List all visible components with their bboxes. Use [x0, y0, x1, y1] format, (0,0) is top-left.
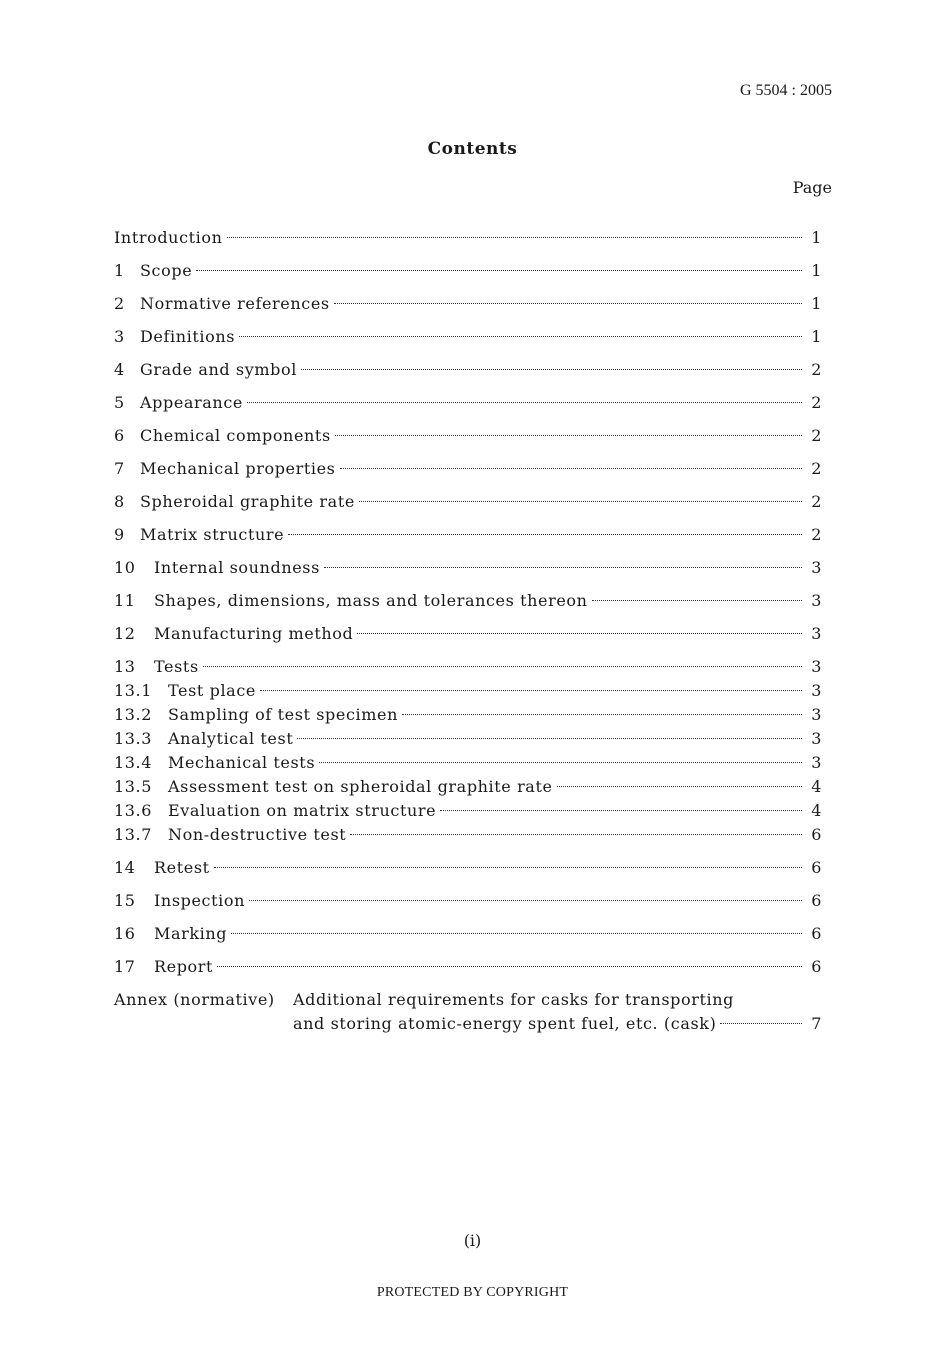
- document-id: G 5504 : 2005: [740, 82, 832, 99]
- toc-entry-16[interactable]: [114, 922, 822, 946]
- toc-entry-number: 13.4: [114, 753, 153, 772]
- toc-entry-page: 2: [811, 459, 822, 478]
- toc-entry-13-2[interactable]: [114, 703, 822, 727]
- toc-entry-text: Chemical components: [140, 426, 331, 445]
- toc-entry-text: Tests: [154, 657, 199, 676]
- toc-entry-text: Appearance: [140, 393, 243, 412]
- toc-entry-17[interactable]: [114, 955, 822, 979]
- toc-entry-8[interactable]: [114, 490, 822, 514]
- toc-entry-page: 3: [811, 591, 822, 610]
- toc-entry-text: Sampling of test specimen: [168, 705, 398, 724]
- annex-title-line-1: Additional requirements for casks for transporting: [293, 990, 734, 1009]
- toc-entry-page: 3: [811, 753, 822, 772]
- dot-leader: [324, 567, 802, 568]
- toc-entry-number: 7: [114, 459, 125, 478]
- dot-leader: [239, 336, 802, 337]
- toc-entry-introduction[interactable]: [114, 226, 822, 250]
- toc-entry-11[interactable]: [114, 589, 822, 613]
- toc-entry-page: 3: [811, 705, 822, 724]
- toc-entry-13-5[interactable]: [114, 775, 822, 799]
- toc-entry-number: 15: [114, 891, 136, 910]
- toc-entry-page: 2: [811, 426, 822, 445]
- toc-entry-3[interactable]: [114, 325, 822, 349]
- dot-leader: [402, 714, 802, 715]
- annex-title-line-2-row: [293, 1012, 822, 1036]
- annex-title-line-2: and storing atomic-energy spent fuel, etc. (cask): [293, 1014, 717, 1033]
- toc-entry-text: Scope: [140, 261, 193, 280]
- toc-entry-number: 8: [114, 492, 125, 511]
- toc-entry-text: Shapes, dimensions, mass and tolerances thereon: [154, 591, 588, 610]
- toc-entry-number: 13.7: [114, 825, 153, 844]
- dot-leader: [335, 435, 802, 436]
- toc-entry-page: 6: [811, 858, 822, 877]
- annex-title: [293, 988, 822, 1036]
- toc-entry-text: Inspection: [154, 891, 245, 910]
- dot-leader: [231, 933, 802, 934]
- toc-entry-number: 13.2: [114, 705, 153, 724]
- dot-leader: [297, 738, 802, 739]
- toc-entry-page: 3: [811, 729, 822, 748]
- dot-leader: [260, 690, 802, 691]
- toc-entry-text: Definitions: [140, 327, 236, 346]
- toc-entry-number: 13.5: [114, 777, 153, 796]
- toc-entry-text: Report: [154, 957, 214, 976]
- annex-label: Annex (normative): [114, 990, 275, 1009]
- toc-entry-page: 4: [811, 777, 822, 796]
- toc-entry-page: 3: [811, 624, 822, 643]
- toc-entry-10[interactable]: [114, 556, 822, 580]
- table-of-contents: [114, 226, 822, 1036]
- toc-entry-page: 1: [811, 327, 822, 346]
- dot-leader: [359, 501, 802, 502]
- dot-leader: [203, 666, 802, 667]
- toc-entry-text: Mechanical tests: [168, 753, 316, 772]
- toc-entry-number: 3: [114, 327, 125, 346]
- dot-leader: [440, 810, 802, 811]
- dot-leader: [227, 237, 802, 238]
- toc-entry-9[interactable]: [114, 523, 822, 547]
- dot-leader: [247, 402, 802, 403]
- dot-leader: [301, 369, 802, 370]
- toc-entry-text: Evaluation on matrix structure: [168, 801, 437, 820]
- dot-leader: [249, 900, 802, 901]
- copyright-notice: PROTECTED BY COPYRIGHT: [376, 1285, 569, 1300]
- toc-entry-6[interactable]: [114, 424, 822, 448]
- toc-entry-number: 12: [114, 624, 136, 643]
- toc-entry-number: 1: [114, 261, 125, 280]
- toc-entry-number: 16: [114, 924, 136, 943]
- dot-leader: [288, 534, 802, 535]
- page-column-label: Page: [792, 178, 832, 197]
- toc-entry-text: Introduction: [114, 228, 223, 247]
- toc-entry-number: 13.1: [114, 681, 153, 700]
- toc-entry-page: 1: [811, 261, 822, 280]
- toc-entry-7[interactable]: [114, 457, 822, 481]
- dot-leader: [357, 633, 802, 634]
- toc-entry-number: 11: [114, 591, 136, 610]
- toc-entry-page: 6: [811, 825, 822, 844]
- toc-entry-number: 13.3: [114, 729, 153, 748]
- toc-entry-page: 6: [811, 924, 822, 943]
- toc-entry-13-1[interactable]: [114, 679, 822, 703]
- toc-entry-page: 2: [811, 492, 822, 511]
- toc-entry-text: Marking: [154, 924, 228, 943]
- dot-leader: [214, 867, 802, 868]
- dot-leader: [557, 786, 802, 787]
- toc-entry-page: 1: [811, 294, 822, 313]
- toc-entry-annex[interactable]: [114, 988, 822, 1036]
- toc-entry-text: Retest: [154, 858, 210, 877]
- toc-entry-number: 13: [114, 657, 136, 676]
- toc-entry-text: Test place: [168, 681, 256, 700]
- toc-entry-4[interactable]: [114, 358, 822, 382]
- toc-entry-14[interactable]: [114, 856, 822, 880]
- toc-entry-text: Normative references: [140, 294, 330, 313]
- toc-entry-page: 2: [811, 393, 822, 412]
- toc-entry-page: 1: [811, 228, 822, 247]
- toc-entry-number: 5: [114, 393, 125, 412]
- toc-entry-text: Assessment test on spheroidal graphite rate: [168, 777, 553, 796]
- dot-leader: [720, 1023, 802, 1024]
- toc-entry-2[interactable]: [114, 292, 822, 316]
- toc-entry-13-6[interactable]: [114, 799, 822, 823]
- toc-entry-page: 2: [811, 525, 822, 544]
- toc-entry-13-4[interactable]: [114, 751, 822, 775]
- toc-entry-page: 6: [811, 891, 822, 910]
- toc-entry-5[interactable]: [114, 391, 822, 415]
- dot-leader: [319, 762, 802, 763]
- toc-entry-13[interactable]: [114, 655, 822, 679]
- toc-entry-number: 4: [114, 360, 125, 379]
- page-title: Contents: [427, 139, 518, 159]
- toc-entry-page: 3: [811, 558, 822, 577]
- toc-entry-13-7[interactable]: [114, 823, 822, 847]
- toc-entry-text: Manufacturing method: [154, 624, 354, 643]
- dot-leader: [350, 834, 802, 835]
- toc-entry-page: 2: [811, 360, 822, 379]
- dot-leader: [340, 468, 803, 469]
- toc-entry-1[interactable]: [114, 259, 822, 283]
- toc-entry-12[interactable]: [114, 622, 822, 646]
- toc-entry-number: 13.6: [114, 801, 153, 820]
- toc-entry-number: 9: [114, 525, 125, 544]
- toc-entry-number: 2: [114, 294, 125, 313]
- toc-entry-page: 3: [811, 657, 822, 676]
- toc-entry-text: Mechanical properties: [140, 459, 336, 478]
- toc-entry-text: Grade and symbol: [140, 360, 297, 379]
- toc-entry-13-3[interactable]: [114, 727, 822, 751]
- toc-entry-15[interactable]: [114, 889, 822, 913]
- toc-entry-page: 6: [811, 957, 822, 976]
- toc-entry-page: 7: [811, 1014, 822, 1033]
- toc-entry-text: Matrix structure: [140, 525, 285, 544]
- toc-entry-text: Spheroidal graphite rate: [140, 492, 355, 511]
- toc-entry-number: 14: [114, 858, 136, 877]
- toc-entry-number: 6: [114, 426, 125, 445]
- dot-leader: [217, 966, 802, 967]
- toc-entry-text: Internal soundness: [154, 558, 320, 577]
- footer-page-number: (i): [463, 1231, 482, 1250]
- toc-entry-number: 17: [114, 957, 136, 976]
- toc-entry-text: Analytical test: [168, 729, 294, 748]
- dot-leader: [196, 270, 802, 271]
- toc-entry-number: 10: [114, 558, 136, 577]
- toc-entry-page: 3: [811, 681, 822, 700]
- toc-entry-text: Non-destructive test: [168, 825, 347, 844]
- dot-leader: [334, 303, 802, 304]
- toc-entry-page: 4: [811, 801, 822, 820]
- dot-leader: [592, 600, 802, 601]
